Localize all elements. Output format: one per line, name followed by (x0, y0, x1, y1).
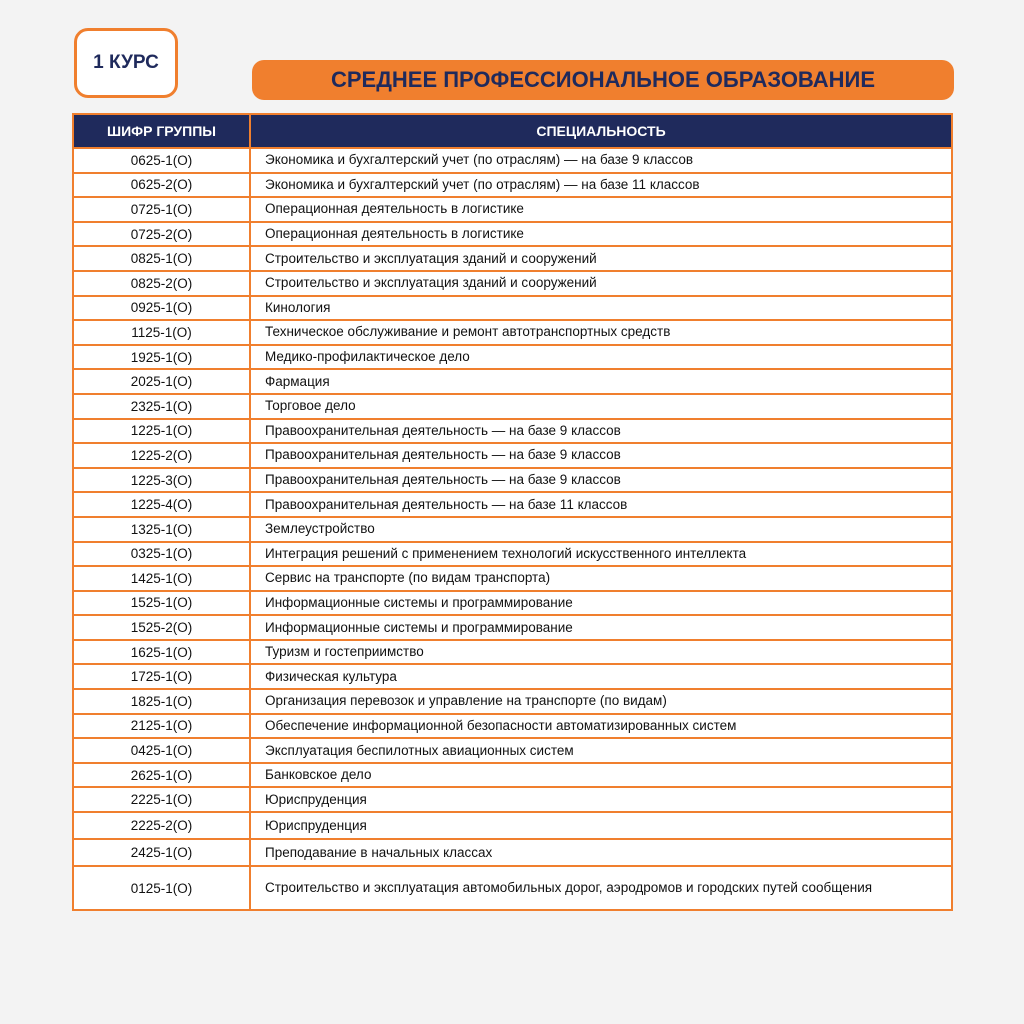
table-header (74, 115, 951, 149)
specialty-cell: Информационные системы и программирование (265, 619, 573, 635)
group-code-cell: 1225-2(О) (74, 444, 251, 467)
specialty-cell: Техническое обслуживание и ремонт автотранспортных средств (265, 324, 671, 340)
specialty-cell: Торговое дело (265, 398, 356, 414)
specialty-cell: Кинология (265, 299, 331, 315)
specialty-cell: Фармация (265, 373, 330, 389)
table-row (74, 321, 951, 346)
groups-table (72, 113, 953, 911)
group-code-cell: 1925-1(О) (74, 346, 251, 369)
specialty-cell: Землеустройство (265, 521, 375, 537)
table-row (74, 493, 951, 518)
group-code-cell: 1225-1(О) (74, 420, 251, 443)
specialty-cell: Информационные системы и программирование (265, 594, 573, 610)
group-code-cell: 1325-1(О) (74, 518, 251, 541)
specialty-cell: Операционная деятельность в логистике (265, 201, 524, 217)
table-row (74, 665, 951, 690)
page-title: СРЕДНЕЕ ПРОФЕССИОНАЛЬНОЕ ОБРАЗОВАНИЕ (330, 67, 875, 92)
specialty-cell: Организация перевозок и управление на транспорте (по видам) (265, 693, 667, 709)
table-row (74, 420, 951, 445)
specialty-cell: Экономика и бухгалтерский учет (по отраслям) — на базе 11 классов (265, 176, 700, 192)
group-code-cell: 2625-1(О) (74, 764, 251, 787)
table-row (74, 444, 951, 469)
page-title-bar (252, 60, 954, 100)
column-header-specialty: СПЕЦИАЛЬНОСТЬ (536, 123, 666, 139)
group-code-cell: 2425-1(О) (74, 840, 251, 865)
group-code-cell: 0425-1(О) (74, 739, 251, 762)
specialty-cell: Обеспечение информационной безопасности автоматизированных систем (265, 717, 737, 733)
group-code-cell: 1425-1(О) (74, 567, 251, 590)
group-code-cell: 0925-1(О) (74, 297, 251, 320)
specialty-cell: Экономика и бухгалтерский учет (по отраслям) — на базе 9 классов (265, 152, 694, 168)
specialty-cell: Туризм и гостеприимство (265, 644, 424, 660)
group-code-cell: 2125-1(О) (74, 715, 251, 738)
table-row (74, 543, 951, 568)
table-row (74, 346, 951, 371)
group-code-cell: 0825-1(О) (74, 247, 251, 270)
specialty-cell: Правоохранительная деятельность — на базе 9 классов (265, 447, 621, 463)
group-code-cell: 2225-2(О) (74, 813, 251, 838)
table-row (74, 764, 951, 789)
table-row (74, 592, 951, 617)
specialty-cell: Строительство и эксплуатация зданий и сооружений (265, 250, 597, 266)
group-code-cell: 1225-4(О) (74, 493, 251, 516)
table-row (74, 867, 951, 909)
specialty-cell: Медико-профилактическое дело (265, 349, 470, 365)
table-body (74, 149, 951, 909)
table-row (74, 198, 951, 223)
table-row (74, 174, 951, 199)
column-header-code: ШИФР ГРУППЫ (74, 115, 251, 147)
group-code-cell: 2225-1(О) (74, 788, 251, 811)
specialty-cell: Физическая культура (265, 668, 397, 684)
group-code-cell: 1825-1(О) (74, 690, 251, 713)
group-code-cell: 0325-1(О) (74, 543, 251, 566)
specialty-cell: Правоохранительная деятельность — на базе 9 классов (265, 422, 621, 438)
specialty-cell: Строительство и эксплуатация зданий и сооружений (265, 275, 597, 291)
specialty-cell: Сервис на транспорте (по видам транспорта) (265, 570, 551, 586)
group-code-cell: 0625-2(О) (74, 174, 251, 197)
table-row (74, 518, 951, 543)
table-row (74, 813, 951, 840)
group-code-cell: 2025-1(О) (74, 370, 251, 393)
group-code-cell: 2325-1(О) (74, 395, 251, 418)
specialty-cell: Операционная деятельность в логистике (265, 226, 524, 242)
table-row (74, 739, 951, 764)
table-row (74, 395, 951, 420)
specialty-cell: Интеграция решений с применением технологий искусственного интеллекта (265, 545, 747, 561)
specialty-cell: Банковское дело (265, 767, 372, 783)
specialty-cell: Эксплуатация беспилотных авиационных систем (265, 742, 574, 758)
course-badge (74, 28, 178, 98)
course-label: 1 КУРС (93, 52, 159, 73)
specialty-cell: Строительство и эксплуатация автомобильных дорог, аэродромов и городских путей сообщения (265, 880, 873, 896)
group-code-cell: 1725-1(О) (74, 665, 251, 688)
specialty-cell: Преподавание в начальных классах (265, 844, 493, 860)
table-row (74, 616, 951, 641)
table-row (74, 567, 951, 592)
table-row (74, 469, 951, 494)
group-code-cell: 1525-1(О) (74, 592, 251, 615)
group-code-cell: 0125-1(О) (74, 867, 251, 909)
group-code-cell: 0625-1(О) (74, 149, 251, 172)
specialty-cell: Юриспруденция (265, 817, 367, 833)
specialty-cell: Правоохранительная деятельность — на базе 11 классов (265, 496, 628, 512)
group-code-cell: 0825-2(О) (74, 272, 251, 295)
table-row (74, 840, 951, 867)
table-row (74, 641, 951, 666)
specialty-cell: Правоохранительная деятельность — на базе 9 классов (265, 472, 621, 488)
table-row (74, 272, 951, 297)
table-row (74, 223, 951, 248)
group-code-cell: 1225-3(О) (74, 469, 251, 492)
group-code-cell: 1625-1(О) (74, 641, 251, 664)
specialty-cell: Юриспруденция (265, 791, 367, 807)
table-row (74, 690, 951, 715)
table-row (74, 247, 951, 272)
table-row (74, 370, 951, 395)
group-code-cell: 0725-1(О) (74, 198, 251, 221)
table-row (74, 715, 951, 740)
table-row (74, 149, 951, 174)
table-row (74, 788, 951, 813)
group-code-cell: 1525-2(О) (74, 616, 251, 639)
group-code-cell: 0725-2(О) (74, 223, 251, 246)
table-row (74, 297, 951, 322)
group-code-cell: 1125-1(О) (74, 321, 251, 344)
